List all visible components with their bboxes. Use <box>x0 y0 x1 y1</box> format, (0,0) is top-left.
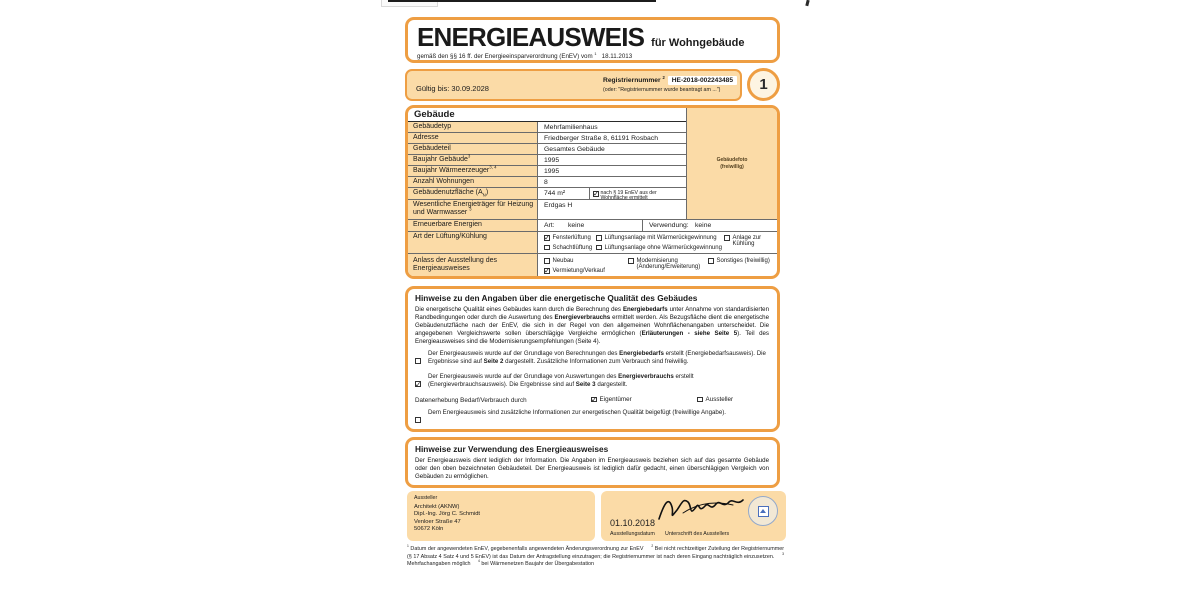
hints-usage-header: Hinweise zur Verwendung des Energieausweises <box>415 444 609 454</box>
issue-date-label: Ausstellungsdatum <box>610 531 655 537</box>
checkbox-option <box>544 245 592 251</box>
checkbox-label: Vermietung/Verkauf <box>552 268 605 274</box>
section-hints-usage <box>405 437 780 488</box>
table-row <box>408 200 686 219</box>
table-row <box>408 231 777 253</box>
issuer-line: Architekt (AKNW) <box>414 503 460 510</box>
row-label: Adresse <box>408 133 538 143</box>
document-title: ENERGIEAUSWEIS <box>417 22 645 52</box>
checkbox-label: Modernisierung (Änderung/Erweiterung) <box>636 258 701 271</box>
valid-until: Gültig bis: 30.09.2028 <box>416 84 489 93</box>
signature-box <box>601 491 786 541</box>
title-box <box>405 17 780 63</box>
table-row <box>408 133 686 144</box>
checkbox-cell <box>415 409 428 428</box>
checkbox-item <box>415 409 769 428</box>
art-label: Art: <box>544 221 555 229</box>
verwendung-label: Verwendung: <box>649 221 689 229</box>
verwendung-value: keine <box>695 221 712 229</box>
section-gebaeude <box>405 105 780 279</box>
checkbox-option <box>596 235 717 241</box>
data-collection-row <box>415 397 769 406</box>
checkbox <box>697 397 703 403</box>
checkbox-item-text: Der Energieausweis wurde auf der Grundlage von Auswertungen des Energieverbrauchs erstellt (Energieverbrauchsausweis). Die Ergebnisse sind auf Seite 3 dargestellt. <box>428 372 694 388</box>
table-row <box>408 188 686 200</box>
registry-label: Registriernummer $^2$ <box>603 74 665 84</box>
checkbox-label: Eigentümer <box>599 395 632 403</box>
gebaeude-header: Gebäude <box>408 108 686 122</box>
page-number-badge: 1 <box>747 68 780 101</box>
row-value: 1995 <box>544 156 560 164</box>
scan-artifact-line <box>388 0 656 2</box>
checkbox-option <box>544 235 591 241</box>
issue-date: 01.10.2018 <box>610 518 656 528</box>
checkbox-option <box>544 258 574 264</box>
row-label: Gebäudeteil <box>408 144 538 154</box>
checkbox-item <box>415 373 769 392</box>
row-label: Gebäudetyp <box>408 122 538 132</box>
checkbox <box>415 381 421 387</box>
row-label: Anlass der Ausstellung des Energieausweises <box>408 254 538 276</box>
checkbox-item-text: Der Energieausweis wurde auf der Grundlage von Berechnungen des Energiebedarfs erstellt (Energiebedarfsausweis). Die Ergebnisse sind auf Seite 2 dargestellt. Zusätzliche Informationen zum Verbrauch sind freiwillig. <box>428 349 766 365</box>
checkbox <box>593 191 599 197</box>
checkbox <box>415 417 421 423</box>
scan-artifact-tick <box>805 0 809 6</box>
row-value: 1995 <box>544 167 560 175</box>
registry-number: HE-2018-002243485 <box>668 76 737 85</box>
row-value <box>643 220 777 231</box>
checkbox-cell <box>415 350 428 369</box>
checkbox-label: nach § 19 EnEV aus der Wohnfläche ermittelt <box>600 190 657 202</box>
checkbox-option <box>708 258 770 264</box>
row-value: Erdgas H <box>544 201 573 209</box>
title-line <box>417 24 777 50</box>
row-label: Baujahr Gebäude$^3$ <box>408 155 538 165</box>
photo-label-line1: Gebäudefoto <box>716 156 748 163</box>
checkbox-label: Anlage zur Kühlung <box>732 235 762 248</box>
checkbox <box>596 235 602 241</box>
row-value-checkbox-cell <box>590 188 686 202</box>
checkbox-item-text: Dem Energieausweis sind zusätzliche Informationen zur energetischen Qualität beigefügt (freiwillige Angabe). <box>428 408 726 416</box>
hints-quality-header: Hinweise zu den Angaben über die energetische Qualität des Gebäudes <box>415 293 698 303</box>
checkbox-option <box>628 258 700 271</box>
hints-quality-paragraph: Die energetische Qualität eines Gebäudes kann durch die Berechnung des Energiebedarfs unter Annahme von standardisierten Randbedingungen oder durch die Auswertung des Energieverbrauchs ermittelt werden. Als Bezugsfläche dient die energetische Gebäudenutzfläche nach der EnEV, die sich in der Regel von den allgemeinen Wohnflächenangaben unterscheidet. Die angegebenen Vergleichswerte sollen überschlägige Vergleiche ermöglichen (Erläuterungen - siehe Seite 5). Teil des Energieausweises sind die Modernisierungsempfehlungen (Seite 4). <box>415 305 769 345</box>
checkbox <box>596 245 602 251</box>
anlass-options <box>538 254 777 276</box>
issuer-line: Dipl.-Ing. Jörg C. Schmidt <box>414 511 481 518</box>
row-label: Wesentliche Energieträger für Heizung und Warmwasser $^3$ <box>408 200 538 219</box>
data-collection-label: Datenerhebung Bedarf/Verbrauch durch <box>415 396 527 404</box>
hints-usage-paragraph: Der Energieausweis dient lediglich der Information. Die Angaben im Energieausweis beziehen sich auf das gesamte Gebäude oder den oben bezeichneten Gebäudeteil. Der Energieausweis ist lediglich dafür gedacht, einen überschlägigen Vergleich von Gebäuden zu ermöglichen. <box>415 456 769 480</box>
checkbox <box>544 235 550 241</box>
checkbox-label: Lüftungsanlage mit Wärmerückgewinnung <box>604 235 717 241</box>
art-value: keine <box>568 221 585 229</box>
row-value: Gesamtes Gebäude <box>544 145 605 153</box>
footnotes: $^1$ Datum der angewendeten EnEV, gegebenenfalls angewendeten Änderungsverordnung zur EnEV $^2$ Bei nicht rechtzeitiger Zuteilung der Registriernummer (§ 17 Absatz 4 Satz 4 und 5 EnEV) ist das Datum der Antragstellung einzutragen; die Registriernummer ist nach deren Eingang nachträglich einzusetzen. $^3$ Mehrfachangaben möglich $^4$ bei Wärmenetzen Baujahr der Übergabestation <box>407 544 784 568</box>
checkbox <box>544 268 550 274</box>
section-hints-quality <box>405 286 780 432</box>
table-row <box>408 122 686 133</box>
photo-label-line2: (freiwillig) <box>720 163 744 170</box>
issuer-line: 50672 Köln <box>414 526 444 533</box>
table-row <box>408 144 686 155</box>
document-title-suffix: für Wohngebäude <box>651 37 745 49</box>
checkbox-label: Sonstiges (freiwillig) <box>716 258 770 264</box>
checkbox <box>591 397 597 403</box>
row-value: 744 m² <box>538 188 590 199</box>
checkbox <box>724 235 730 241</box>
photo-placeholder-label <box>717 157 748 171</box>
checkbox-label: Fensterlüftung <box>552 235 591 241</box>
row-label: Art der Lüftung/Kühlung <box>408 232 538 253</box>
table-row <box>408 219 777 231</box>
stamp-logo-icon <box>758 506 769 517</box>
registry-alt-note: (oder: "Registriernummer wurde beantragt am ...") <box>603 87 721 93</box>
row-label: Gebäudenutzfläche $(A_N)$ <box>408 188 538 199</box>
checkbox-option <box>697 397 733 404</box>
row-label: Baujahr Wärmeerzeuger$^{3, 4}$ <box>408 166 538 176</box>
checkbox-label: Schachtlüftung <box>552 244 593 251</box>
checkbox-option <box>724 235 774 248</box>
issuer-line: Venloer Straße 47 <box>414 518 461 525</box>
table-row <box>408 166 686 177</box>
row-value: Mehrfamilienhaus <box>544 123 598 131</box>
checkbox <box>628 258 634 264</box>
document-subtitle: gemäß den §§ 16 ff. der Energieeinsparverordnung (EnEV) vom $^1$ 18.11.2013 <box>417 51 633 60</box>
signature-scribble <box>653 493 753 525</box>
row-value: Friedberger Straße 8, 61191 Rosbach <box>544 134 658 142</box>
checkbox-label: Neubau <box>552 258 574 264</box>
checkbox-option <box>596 245 722 251</box>
stamp-glyph-icon <box>760 509 766 513</box>
signature-label: Unterschrift des Ausstellers <box>665 531 730 537</box>
building-photo-placeholder <box>687 108 777 219</box>
registry-box <box>405 69 742 101</box>
checkbox-option <box>544 268 605 274</box>
gebaeude-table <box>408 108 687 219</box>
issuer-label: Aussteller <box>414 495 438 501</box>
checkbox-cell <box>415 373 428 392</box>
registry-line <box>603 76 741 85</box>
registry-block <box>603 76 741 93</box>
row-label: Erneuerbare Energien <box>408 220 538 231</box>
checkbox-label: Aussteller <box>705 395 734 403</box>
checkbox <box>544 258 550 264</box>
checkbox <box>708 258 714 264</box>
issuer-box <box>407 491 595 541</box>
table-row <box>408 253 777 276</box>
energy-certificate-page <box>405 15 786 567</box>
row-value: 8 <box>544 178 548 186</box>
table-row <box>408 177 686 188</box>
checkbox-option <box>591 397 632 404</box>
checkbox-item <box>415 350 769 369</box>
checkbox <box>415 358 421 364</box>
row-label: Anzahl Wohnungen <box>408 177 538 187</box>
row-value <box>538 220 643 231</box>
gebaeude-top <box>408 108 777 219</box>
table-row <box>408 155 686 166</box>
ventilation-options <box>538 232 777 253</box>
checkbox <box>544 245 550 251</box>
checkbox-label: Lüftungsanlage ohne Wärmerückgewinnung <box>604 244 722 251</box>
issuer-stamp <box>748 496 778 526</box>
